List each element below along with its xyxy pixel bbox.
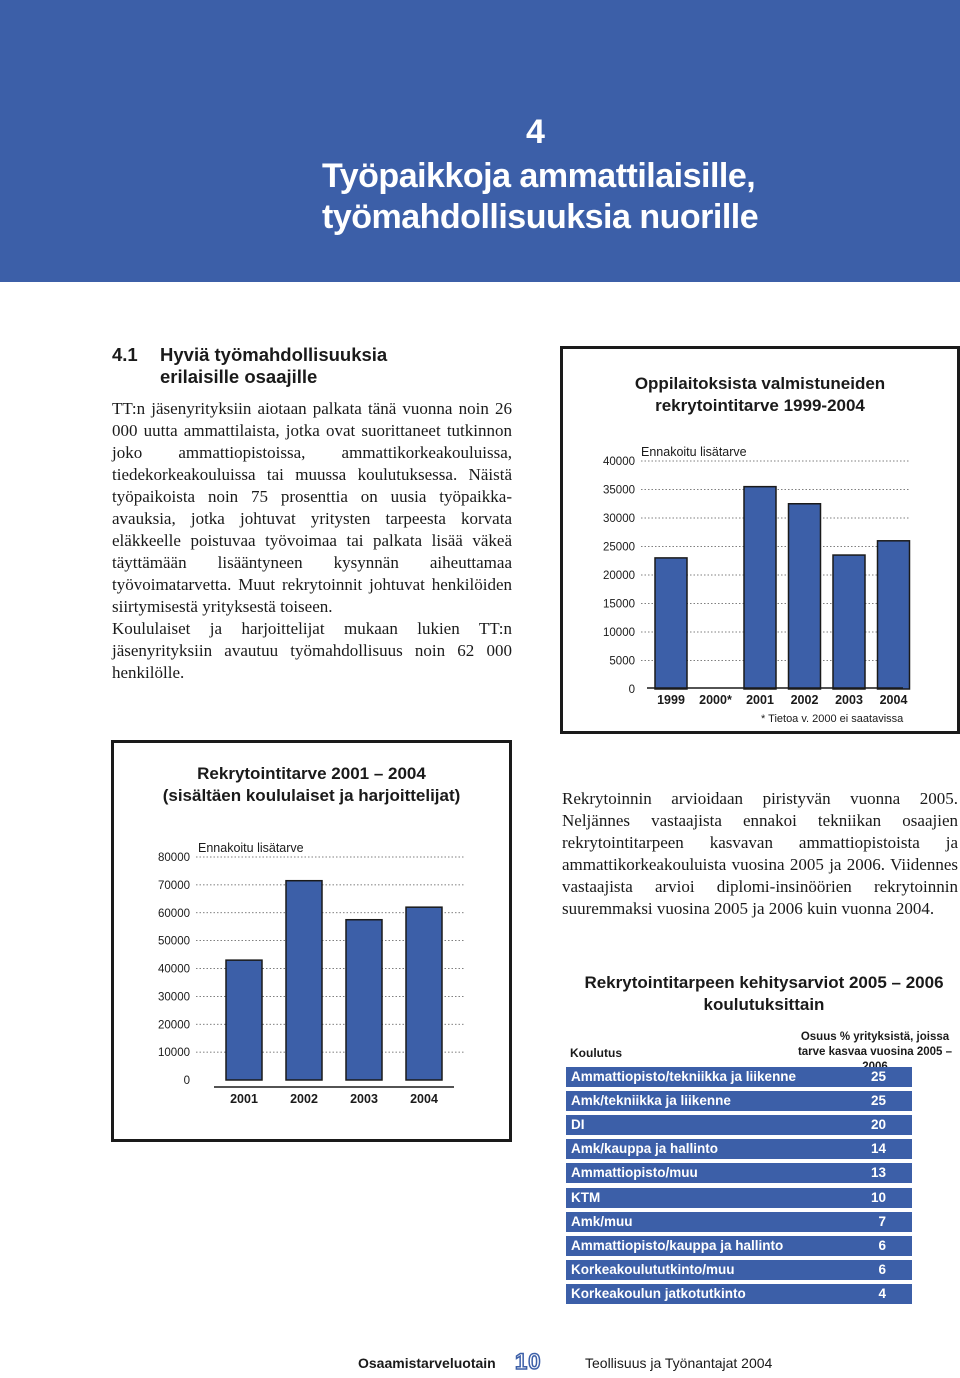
table-row	[566, 1139, 912, 1159]
chart2-ytick-label: 0	[183, 1075, 190, 1087]
paragraph-3: Rekrytoinnin arvioidaan piristyvän vuonna 2005. Neljännes vastaajista ennakoi tekniikan osaajien rekrytointitarpeen kasvavan ammattiopistoista ja ammattikorkeakouluista vuosina 2005 ja 2006. Viidennes vastaajista arvioi diplomi-insinöörien rekrytoinnin suuremmaksi vuosina 2005 ja 2006 kuin vuonna 2004.	[562, 789, 958, 918]
chart1-ytick-label: 15000	[603, 598, 635, 611]
chapter-title-line1: Työpaikkoja ammattilaisille,	[322, 157, 756, 195]
chart2-ytick-label: 30000	[158, 991, 190, 1004]
table-row-label: Ammattiopisto/kauppa ja hallinto	[571, 1237, 784, 1253]
chart2-ytick-label: 10000	[158, 1047, 190, 1060]
table-row-value: 13	[870, 1165, 886, 1181]
chart1-ytick-label: 10000	[603, 627, 635, 639]
page-number: 10	[515, 1349, 542, 1374]
table-row	[566, 1284, 912, 1304]
table-row-value: 6	[878, 1237, 886, 1253]
chart1-xtick-label: 2000*	[699, 693, 732, 707]
chart1-annotation: Ennakoitu lisätarve	[641, 445, 747, 459]
body-text-right	[562, 788, 958, 920]
chart2-bar-2003	[346, 920, 382, 1080]
table-row	[566, 1115, 912, 1135]
table-row-label: DI	[571, 1117, 585, 1133]
table-header-koulutus: Koulutus	[570, 1046, 622, 1060]
section-title-line2: erilaisille osaajille	[160, 366, 318, 387]
chart1-bar-2003	[833, 555, 865, 689]
table-row	[566, 1091, 912, 1111]
chapter-title-line2: työmahdollisuuksia nuorille	[322, 198, 759, 236]
table-title-line2: koulutuksittain	[703, 995, 825, 1014]
table-row-label: Korkeakoulututkinto/muu	[571, 1261, 735, 1277]
chart1-ytick-label: 30000	[603, 513, 635, 525]
chart1-ytick-label: 40000	[603, 456, 635, 468]
table-title	[566, 972, 960, 1016]
table-row-label: Ammattiopisto/muu	[571, 1165, 698, 1181]
chart2-ytick-label: 80000	[158, 852, 190, 864]
chart2-ytick-label: 50000	[158, 935, 190, 948]
chart1-xtick-label: 2004	[879, 693, 908, 707]
chart2-bar-2004	[406, 907, 442, 1080]
chart1-title-line1: Oppilaitoksista valmistuneiden	[634, 374, 886, 393]
chart2-ytick-label: 70000	[158, 879, 190, 892]
chart2-xtick-label: 2003	[350, 1092, 378, 1106]
section-title-line1: Hyviä työmahdollisuuksia	[160, 344, 388, 365]
table-row-value: 6	[878, 1261, 886, 1277]
table-row-value: 4	[878, 1285, 886, 1301]
chart1-xtick-label: 2001	[746, 693, 774, 707]
paragraph-2: Koululaiset ja harjoittelijat mukaan lukien TT:n jäsenyrityksiin avautuu työmahdollisuus noin 62 000 henkilölle.	[112, 619, 512, 682]
table-row-label: Ammattiopisto/tekniikka ja liikenne	[571, 1069, 797, 1084]
table-header-share-line2: tarve kasvaa vuosina 2005 –	[797, 1046, 953, 1058]
section-number: 4.1	[112, 344, 138, 365]
table-header-share-line1: Osuus % yrityksistä, joissa	[800, 1031, 950, 1043]
chart1-xtick-label: 1999	[657, 693, 685, 707]
chart1-box	[560, 346, 960, 734]
footer-publication: Osaamistarveluotain	[358, 1355, 496, 1371]
chart2-svg	[114, 743, 509, 1139]
table-row-value: 25	[870, 1069, 886, 1084]
chart2-xtick-label: 2004	[410, 1092, 438, 1106]
chart2-xtick-label: 2002	[290, 1092, 318, 1106]
footer-publisher: Teollisuus ja Työnantajat 2004	[585, 1355, 773, 1371]
chart1-ytick-label: 0	[628, 684, 635, 696]
chapter-banner	[0, 0, 960, 282]
chart2-ytick-label: 40000	[158, 963, 190, 976]
table-row-label: Amk/kauppa ja hallinto	[571, 1141, 719, 1157]
paragraph-1: TT:n jäsenyrityksiin aiotaan palkata tänä vuonna noin 26 000 uutta ammattilaista, jotka ovat suorittaneet tutkinnon joko ammattiopistoissa, ammattikorkeakouluissa, tiedekorkeakouluissa tai muussa koulutuksessa. Näistä työpaikoista noin 75 prosenttia on uusia työpaikka-avauksia, jotka johtuvat yritysten tarpeesta korvata eläkkeelle poistuvaa työvoimaa tai palkata lisää väkeä täyttämään lisääntyneen kysynnän aiheuttamaa työvoimatarvetta. Muut rekrytoinnit johtuvat henkilöiden siirtymisestä yrityksestä toiseen.	[112, 399, 512, 616]
chart1-bar-2004	[878, 541, 910, 689]
chart2-annotation: Ennakoitu lisätarve	[198, 841, 304, 855]
chart1-svg	[563, 349, 957, 731]
chart1-bar-2002	[789, 504, 821, 689]
chart2-title-line1: Rekrytointitarve 2001 – 2004	[197, 764, 426, 783]
table-row	[566, 1260, 912, 1280]
table-row-value: 20	[870, 1117, 886, 1133]
chart2-bar-2002	[286, 881, 322, 1080]
table-row-label: Amk/muu	[571, 1213, 633, 1229]
chart1-ytick-label: 25000	[603, 541, 635, 554]
table-row	[566, 1163, 912, 1183]
chart2-title-line2: (sisältäen koululaiset ja harjoittelijat)	[162, 786, 461, 805]
table-row	[566, 1236, 912, 1256]
chapter-number: 4	[526, 113, 545, 151]
table-row-value: 25	[870, 1093, 886, 1109]
chart2-bar-2001	[226, 960, 262, 1080]
table-row	[566, 1212, 912, 1232]
chart2-ytick-label: 20000	[158, 1019, 190, 1032]
table-row	[566, 1188, 912, 1208]
table-row-label: Korkeakoulun jatkotutkinto	[571, 1285, 746, 1301]
table-title-line1: Rekrytointitarpeen kehitysarviot 2005 – 2006	[584, 973, 944, 992]
chart1-xtick-label: 2002	[790, 693, 819, 707]
chart2-ytick-label: 60000	[158, 907, 190, 920]
table-row-value: 14	[870, 1141, 886, 1157]
table-row-label: KTM	[571, 1189, 601, 1205]
chart1-title-line2: rekrytointitarve 1999-2004	[655, 396, 865, 415]
table-row	[566, 1067, 912, 1087]
chart1-ytick-label: 35000	[603, 484, 635, 497]
chart1-ytick-label: 20000	[603, 570, 635, 582]
chart1-ytick-label: 5000	[609, 655, 635, 668]
body-text-left	[112, 398, 512, 684]
chart1-footnote: * Tietoa v. 2000 ei saatavissa	[761, 713, 904, 725]
chart2-xtick-label: 2001	[230, 1092, 258, 1106]
table-row-value: 10	[870, 1189, 886, 1205]
chart1-bar-1999	[655, 558, 687, 689]
chart2-box	[111, 740, 512, 1142]
table-row-value: 7	[878, 1213, 886, 1229]
chart1-xtick-label: 2003	[835, 693, 863, 707]
table-row-label: Amk/tekniikka ja liikenne	[571, 1093, 731, 1109]
chart1-bar-2001	[744, 487, 776, 689]
